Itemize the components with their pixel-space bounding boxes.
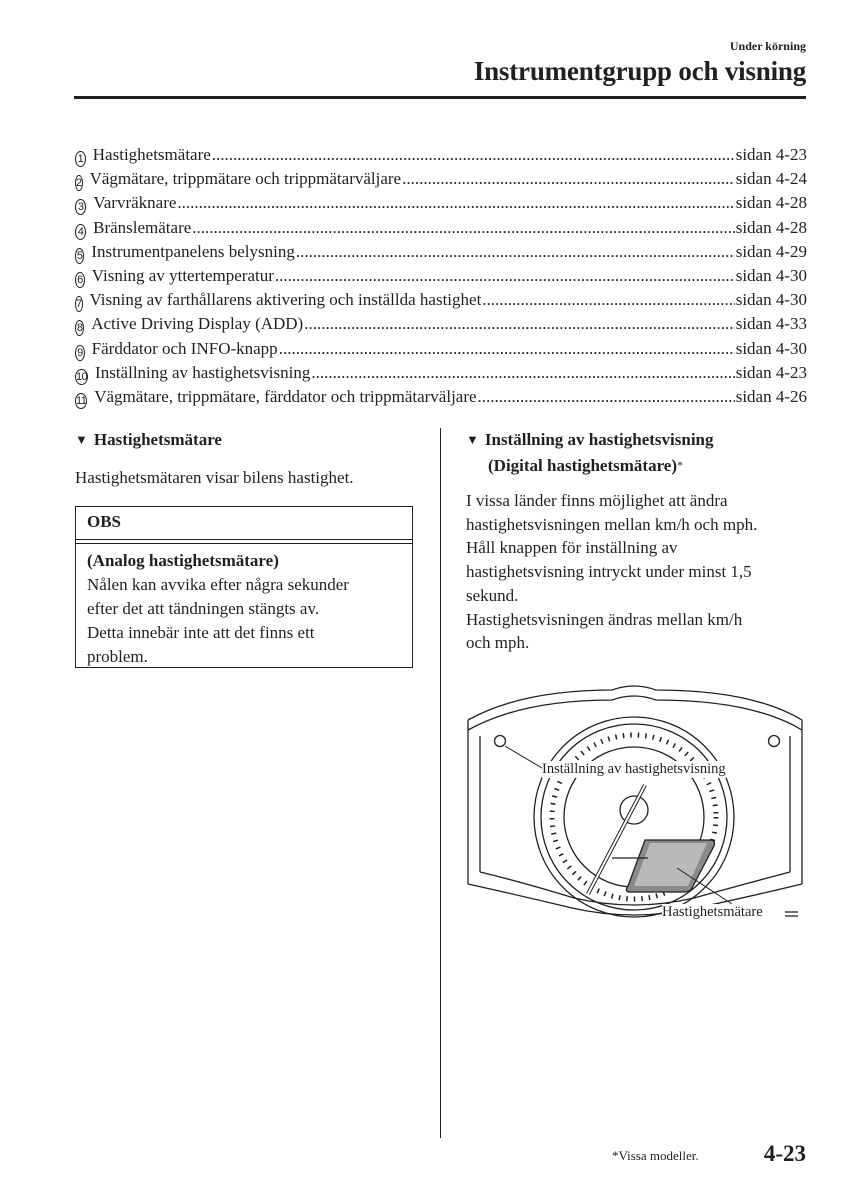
asterisk-marker: * <box>677 458 684 472</box>
toc-item-number: 2 <box>76 177 82 190</box>
toc-item-label: Vägmätare, trippmätare, färddator och trippmätarväljare <box>94 387 477 407</box>
toc-item-page: sidan 4-29 <box>735 241 807 261</box>
toc-item-label: Visning av farthållarens aktivering och inställda hastighet <box>89 290 482 310</box>
obs-body <box>76 544 412 669</box>
obs-line: Nålen kan avvika efter några sekunder <box>87 575 349 594</box>
toc-item-label: Visning av yttertemperatur <box>91 266 274 286</box>
toc-item <box>75 216 807 240</box>
toc-item <box>75 337 807 361</box>
obs-box <box>75 506 413 668</box>
obs-line: Detta innebär inte att det finns ett <box>87 623 315 642</box>
toc-item-label: Bränslemätare <box>93 217 192 237</box>
toc-item-page: sidan 4-24 <box>735 169 807 189</box>
toc-item-page: sidan 4-30 <box>735 338 807 358</box>
speed-display-heading-line2: (Digital hastighetsmätare) <box>488 456 678 475</box>
toc-item-label: Varvräknare <box>93 193 177 213</box>
toc-leader-dots <box>192 216 734 240</box>
toc-item-number: 5 <box>76 249 83 262</box>
toc-item <box>75 167 807 191</box>
toc-item-page: sidan 4-28 <box>735 217 807 237</box>
column-divider <box>440 428 441 1138</box>
toc-item-page: sidan 4-23 <box>735 145 807 164</box>
title-rule <box>74 96 806 99</box>
page-title: Instrumentgrupp och visning <box>473 56 806 86</box>
speed-display-heading <box>466 428 714 477</box>
toc-leader-dots <box>279 337 735 361</box>
speedometer-heading-text: Hastighetsmätare <box>93 430 222 449</box>
toc-item <box>75 312 807 336</box>
body-line: Hastighetsvisningen ändras mellan km/h <box>466 609 743 629</box>
toc-item-page: sidan 4-30 <box>735 290 807 310</box>
toc-leader-dots <box>478 385 735 409</box>
toc-leader-dots <box>212 143 735 167</box>
instrument-cluster-illustration <box>462 682 807 932</box>
toc-item-page: sidan 4-23 <box>735 362 807 382</box>
toc-item <box>75 361 807 385</box>
page-number: 4-23 <box>763 1141 806 1166</box>
toc-leader-dots <box>275 264 735 288</box>
toc-item-page: sidan 4-26 <box>735 387 807 407</box>
body-line: hastighetsvisning intryckt under minst 1,5 <box>466 562 752 582</box>
toc-item-label: Active Driving Display (ADD) <box>91 314 304 334</box>
figure-label-speedometer: Hastighetsmätare <box>662 904 763 920</box>
body-line: I vissa länder finns möjlighet att ändra <box>466 491 728 510</box>
toc-item-page: sidan 4-28 <box>735 193 807 213</box>
toc-item-number: 3 <box>75 199 86 215</box>
toc-item-page: sidan 4-30 <box>735 266 807 286</box>
figure-label-speed-setting: Inställning av hastighetsvisning <box>542 761 726 777</box>
toc-item <box>75 288 807 312</box>
instrument-cluster-figure <box>462 682 807 932</box>
speed-display-body <box>466 489 757 655</box>
toc-item-label: Färddator och INFO-knapp <box>91 338 278 358</box>
toc-item-number: 8 <box>76 322 83 335</box>
footnote: *Vissa modeller. <box>612 1148 699 1163</box>
obs-title: OBS <box>87 512 122 531</box>
toc-item-number: 9 <box>75 345 85 361</box>
speedometer-body: Hastighetsmätaren visar bilens hastighet. <box>75 468 354 487</box>
toc-item-label: Vägmätare, trippmätare och trippmätarväljare <box>89 169 402 189</box>
toc-list <box>75 143 807 409</box>
toc-item-number: 10 <box>76 370 88 383</box>
toc-leader-dots <box>177 191 734 215</box>
obs-divider <box>76 539 412 540</box>
speedometer-heading <box>75 428 222 452</box>
body-line: hastighetsvisningen mellan km/h och mph. <box>466 514 758 534</box>
toc-item-number: 11 <box>76 395 87 408</box>
toc-item-number: 7 <box>76 298 82 311</box>
toc-item-number: 6 <box>75 272 85 288</box>
toc-leader-dots <box>311 361 734 385</box>
toc-leader-dots <box>296 240 735 264</box>
obs-line: efter det att tändningen stängts av. <box>87 599 320 618</box>
toc-item <box>75 143 807 167</box>
toc-item-number: 4 <box>75 224 86 240</box>
toc-item-label: Instrumentpanelens belysning <box>91 241 295 261</box>
obs-subtitle: (Analog hastighetsmätare) <box>87 551 279 570</box>
toc-leader-dots <box>482 288 734 312</box>
section-label: Under körning <box>729 39 806 53</box>
toc-item <box>75 240 807 264</box>
body-line: sekund. <box>466 585 519 605</box>
obs-line: problem. <box>87 647 148 666</box>
toc-item-label: Hastighetsmätare <box>92 145 211 164</box>
toc-item <box>75 264 807 288</box>
toc-leader-dots <box>402 167 735 191</box>
toc-item-number: 1 <box>75 151 86 167</box>
triangle-down-icon: ▼ <box>75 432 88 447</box>
body-line: Håll knappen för inställning av <box>466 538 678 558</box>
toc-item <box>75 191 807 215</box>
toc-item-page: sidan 4-33 <box>735 314 807 334</box>
triangle-down-icon: ▼ <box>466 432 479 447</box>
speed-display-heading-line1: Inställning av hastighetsvisning <box>484 430 714 449</box>
body-line: och mph. <box>466 633 530 653</box>
toc-leader-dots <box>304 312 734 336</box>
toc-item-label: Inställning av hastighetsvisning <box>95 362 311 382</box>
toc-item <box>75 385 807 409</box>
